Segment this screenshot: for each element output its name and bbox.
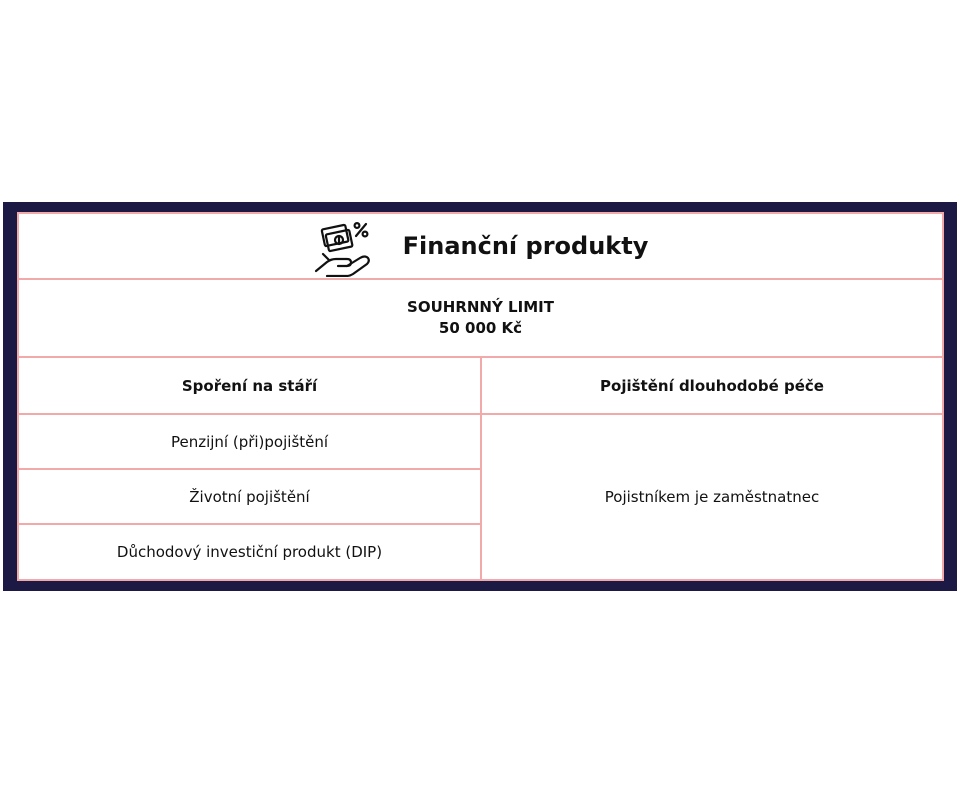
title-row (17, 212, 944, 280)
limit-label: SOUHRNNÝ LIMIT (407, 298, 554, 316)
hand-money-percent-icon (313, 221, 379, 277)
savings-item-life-insurance (17, 468, 482, 525)
column-header-savings (17, 356, 482, 415)
savings-item-dip (17, 523, 482, 581)
products-table (17, 212, 944, 581)
savings-item-dip-label: Důchodový investiční produkt (DIP) (116, 543, 383, 561)
title-group (313, 215, 649, 277)
column-header-savings-label: Spoření na stáří (181, 376, 318, 395)
page-title: Finanční produkty (402, 232, 649, 260)
care-insurance-item (480, 413, 944, 581)
limit-value: 50 000 Kč (438, 319, 523, 337)
table-frame (3, 202, 957, 591)
column-header-care-insurance (480, 356, 944, 415)
savings-item-life-insurance-label: Životní pojištění (189, 487, 310, 506)
savings-item-pension (17, 413, 482, 470)
limit-row (17, 278, 944, 358)
care-insurance-item-label: Pojistníkem je zaměstnatnec (604, 488, 820, 506)
savings-item-pension-label: Penzijní (při)pojištění (170, 432, 329, 451)
column-header-care-insurance-label: Pojištění dlouhodobé péče (600, 376, 824, 395)
